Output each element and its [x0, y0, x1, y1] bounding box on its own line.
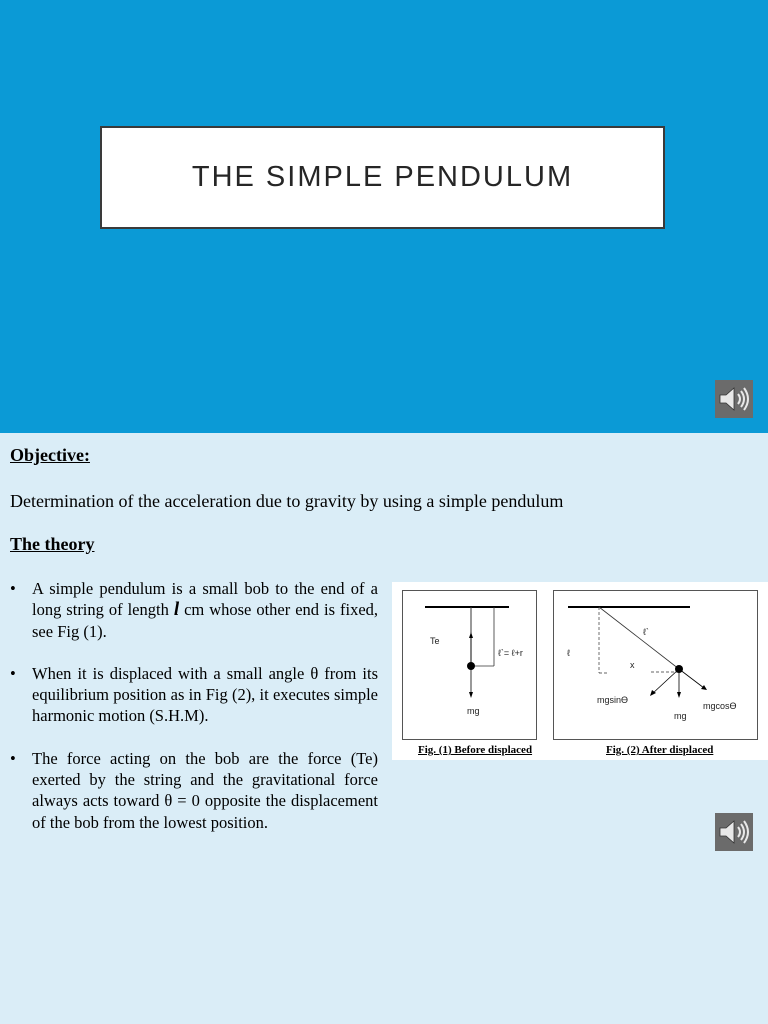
bullet-text: The force acting on the bob are the force (Te) exerted by the string and the gravitational force always acts toward θ = 0 opposite the displacement of the bob from the lowest position. [32, 748, 378, 832]
slide-title: THE SIMPLE PENDULUM [191, 161, 574, 193]
bullet-text-part: cm whose other end is fixed, see Fig (1). [32, 600, 379, 641]
figure-2-caption: Fig. (2) After displaced [606, 744, 714, 756]
pendulum-figures [392, 582, 768, 760]
length-symbol: l [173, 599, 180, 621]
speaker-icon[interactable] [715, 813, 753, 851]
bullet-text-part: A simple pendulum is a small bob to the end of a long string of length [32, 579, 378, 620]
mgsin-label: mgsinϴ [597, 695, 629, 705]
title-slide [0, 0, 768, 433]
length-label: ℓ [567, 648, 570, 658]
theory-heading: The theory [10, 534, 95, 554]
string-label: ℓ` [643, 627, 649, 637]
objective-text: Determination of the acceleration due to gravity by using a simple pendulum [10, 491, 564, 511]
bullet-item [10, 578, 378, 642]
content-slide [0, 433, 768, 1024]
figure-1-caption: Fig. (1) Before displaced [418, 744, 533, 756]
tension-label: Te [430, 636, 440, 646]
figure-before-displaced [402, 590, 537, 740]
figure-after-displaced [553, 590, 758, 740]
objective-heading: Objective: [10, 445, 90, 465]
speaker-icon[interactable] [715, 380, 753, 418]
weight-label: mg [674, 711, 687, 721]
theory-bullet-list [10, 578, 378, 854]
mgcos-label: mgcosϴ [703, 701, 737, 711]
bullet-item [10, 663, 378, 727]
bullet-item [10, 748, 378, 833]
displacement-label: x [630, 660, 635, 670]
length-label: ℓ`= ℓ+r [498, 648, 523, 658]
weight-label: mg [467, 706, 480, 716]
bullet-text: When it is displaced with a small angle θ from its equilibrium position as in Fig (2), it executes simple harmonic motion (S.H.M). [32, 663, 378, 726]
title-box [100, 126, 665, 229]
